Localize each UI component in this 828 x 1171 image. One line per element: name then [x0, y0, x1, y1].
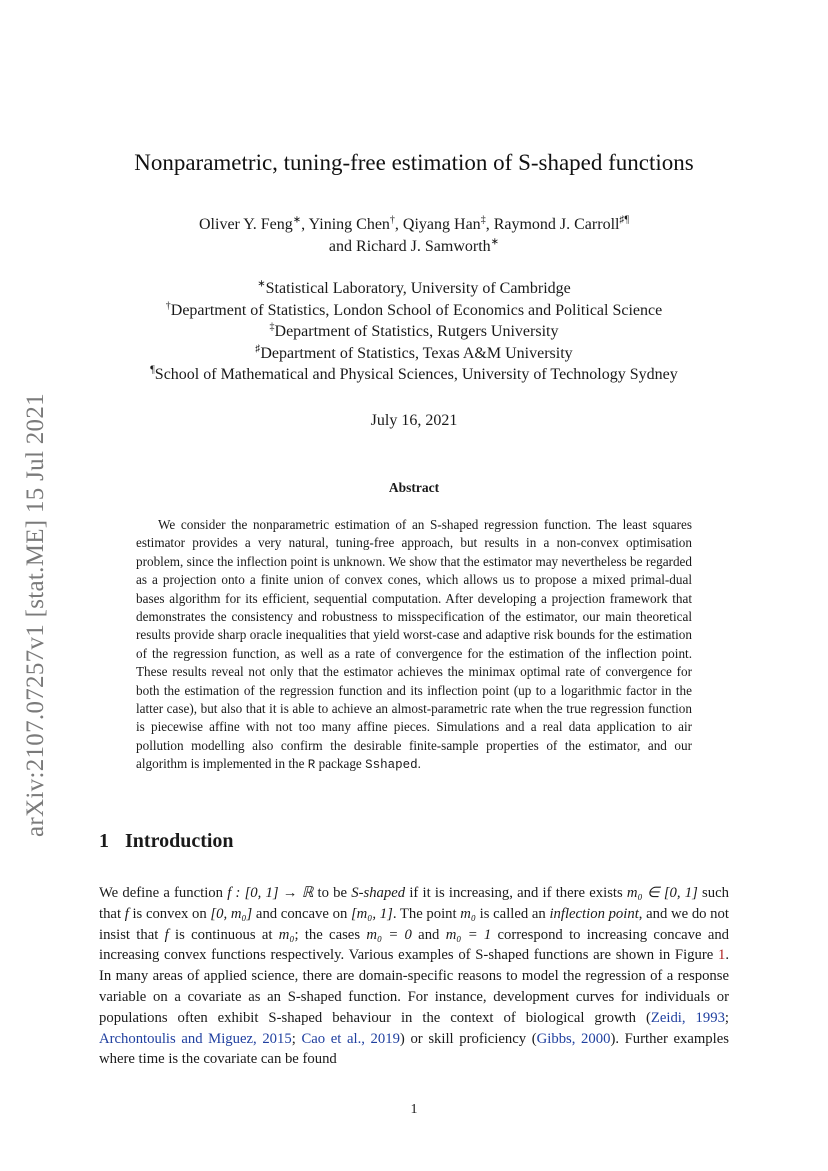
affiliation: ‡Department of Statistics, Rutgers University	[269, 321, 559, 340]
author-mark: ∗	[490, 236, 500, 248]
citation-link[interactable]: Zeidi, 1993	[650, 1009, 725, 1026]
author-mark: †	[389, 214, 395, 226]
citation-link[interactable]: Gibbs, 2000	[536, 1030, 611, 1047]
introduction-paragraph: We define a function f : [0, 1] → ℝ to be S-shaped if it is increasing, and if there exists m₀ ∈ [0, 1] such that f is convex on [0, m₀] and concave on [m₀, 1]. The point m₀ is called an inflection point, and we do not insist that f is continuous at m₀; the cases m₀ = 0 and m₀ = 1 correspond to increasing concave and increasing convex functions respectively. Various examples of S-shaped functions are shown in Figure 1. In many areas of applied science, there are domain-specific reasons to model the regression of a response variable on a covariate as an S-shaped function. For instance, development curves for individuals or populations often exhibit S-shaped behaviour in the context of biological growth (Zeidi, 1993; Archontoulis and Miguez, 2015; Cao et al., 2019) or skill proficiency (Gibbs, 2000). Further examples where time is the covariate can be found	[99, 885, 730, 1068]
author-list	[0, 214, 828, 258]
affiliation: ∗Statistical Laboratory, University of Cambridge	[257, 278, 571, 297]
section-heading	[99, 830, 234, 853]
arxiv-identifier: arXiv:2107.07257v1 [stat.ME] 15 Jul 2021	[22, 393, 49, 837]
r-code: R	[307, 758, 316, 773]
paper-title: Nonparametric, tuning-free estimation of S-shaped functions	[134, 150, 694, 175]
page-number: 1	[410, 1102, 418, 1117]
author-name: Raymond J. Carroll	[493, 216, 620, 233]
author-mark: ∗	[292, 214, 302, 226]
author-mark: ‡	[480, 214, 486, 226]
affiliation: †Department of Statistics, London School of Economics and Political Science	[165, 300, 663, 319]
citation-link[interactable]: Cao et al., 2019	[301, 1030, 400, 1047]
figure-link[interactable]: 1	[717, 947, 726, 964]
affiliation: ¶School of Mathematical and Physical Sciences, University of Technology Sydney	[150, 364, 678, 383]
author-name: Oliver Y. Feng	[199, 216, 293, 233]
author-name: and Richard J. Samworth	[328, 238, 491, 255]
abstract-body: We consider the nonparametric estimation of an S-shaped regression function. The least squares estimator provides a very natural, tuning-free approach, but results in a non-convex optimisation problem, since the inflection point is unknown. We show that the estimator may nevertheless be regarded as a projection onto a finite union of convex cones, which allows us to propose a mixed primal-dual bases algorithm for its efficient, sequential computation. After developing a projection framework that demonstrates the consistency and robustness to misspecification of the estimator, our main theoretical results provide sharp oracle inequalities that yield worst-case and adaptive risk bounds for the estimation of the regression function, as well as a rate of convergence for the estimation of the inflection point. These results reveal not only that the estimator achieves the minimax optimal rate of convergence for both the estimation of the regression function and its inflection point (up to a logarithmic factor in the latter case), but also that it is able to achieve an almost-parametric rate when the true regression function is piecewise affine with not too many affine pieces. Simulations and a real data application to air pollution modelling also confirm the desirable finite-sample properties of the estimator, and our algorithm is implemented in the R package Sshaped.	[136, 517, 692, 773]
affiliation-list	[0, 278, 828, 386]
author-mark: ♯¶	[619, 214, 629, 226]
arxiv-stamp	[14, 370, 58, 860]
author-line-2	[0, 236, 828, 258]
section-number: 1	[99, 830, 109, 852]
package-name: Sshaped	[365, 758, 418, 773]
section-title: Introduction	[125, 830, 234, 852]
abstract-heading: Abstract	[388, 480, 440, 495]
citation-link[interactable]: Archontoulis and Miguez, 2015	[99, 1030, 292, 1047]
publication-date: July 16, 2021	[370, 412, 458, 429]
author-name: Yining Chen	[308, 216, 390, 233]
author-name: Qiyang Han	[402, 216, 481, 233]
affiliation: ♯Department of Statistics, Texas A&M University	[255, 343, 573, 362]
author-line-1: Oliver Y. Feng∗, Yining Chen†, Qiyang Han‡, Raymond J. Carroll♯¶	[199, 214, 629, 233]
